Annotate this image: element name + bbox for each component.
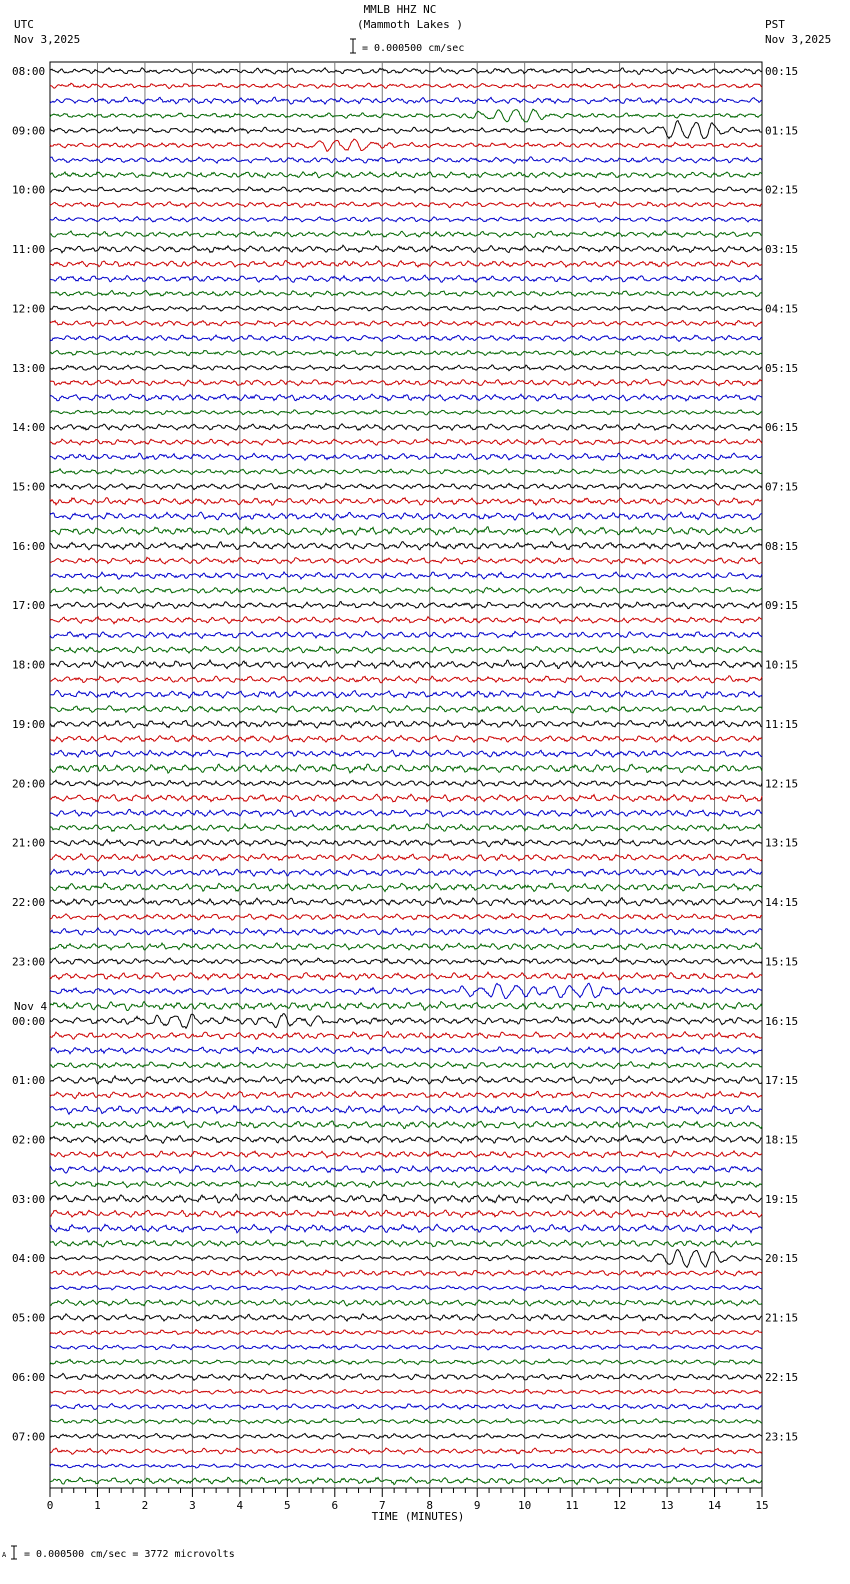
utc-hour-label: 21:00 bbox=[12, 836, 46, 850]
utc-hour-label: 15:00 bbox=[12, 480, 46, 494]
pst-hour-label: 20:15 bbox=[765, 1252, 799, 1266]
trace-2 bbox=[50, 97, 762, 104]
trace-81 bbox=[50, 1270, 762, 1276]
trace-47 bbox=[50, 764, 762, 773]
utc-hour-label: 09:00 bbox=[12, 124, 46, 138]
x-tick-label: 10 bbox=[518, 1499, 532, 1512]
x-tick-label: 5 bbox=[284, 1499, 291, 1512]
trace-54 bbox=[50, 869, 762, 876]
pst-hour-label: 02:15 bbox=[765, 183, 799, 197]
x-tick-label: 13 bbox=[660, 1499, 674, 1512]
pst-hour-label: 11:15 bbox=[765, 717, 799, 731]
x-tick-label: 0 bbox=[46, 1499, 54, 1512]
x-tick-label: 6 bbox=[331, 1499, 339, 1512]
trace-41 bbox=[50, 676, 762, 683]
pst-hour-label: 17:15 bbox=[765, 1074, 799, 1088]
utc-hour-label: 00:00 bbox=[12, 1014, 46, 1028]
trace-57 bbox=[50, 914, 762, 920]
trace-44 bbox=[50, 720, 762, 728]
pst-hour-label: 08:15 bbox=[765, 539, 799, 553]
trace-13 bbox=[50, 261, 762, 268]
trace-50 bbox=[50, 809, 762, 816]
trace-15 bbox=[50, 290, 762, 296]
trace-22 bbox=[50, 394, 762, 401]
pst-hour-label: 03:15 bbox=[765, 243, 799, 257]
pst-hour-label: 09:15 bbox=[765, 599, 799, 613]
trace-45 bbox=[50, 735, 762, 742]
trace-14 bbox=[50, 275, 762, 282]
utc-hour-label: 19:00 bbox=[12, 717, 46, 731]
utc-hour-label: 23:00 bbox=[12, 955, 46, 969]
trace-85 bbox=[50, 1330, 762, 1336]
trace-62 bbox=[50, 983, 762, 998]
x-tick-label: 1 bbox=[94, 1499, 101, 1512]
pst-hour-label: 14:15 bbox=[765, 896, 799, 910]
utc-hour-label: 11:00 bbox=[12, 243, 46, 257]
left-date-label: Nov 3,2025 bbox=[14, 33, 81, 46]
trace-82 bbox=[50, 1286, 762, 1291]
trace-29 bbox=[50, 498, 762, 506]
trace-37 bbox=[50, 617, 762, 624]
trace-24 bbox=[50, 424, 762, 431]
trace-20 bbox=[50, 365, 762, 371]
trace-5 bbox=[50, 139, 762, 151]
pst-hour-label: 06:15 bbox=[765, 421, 799, 435]
utc-hour-label: 07:00 bbox=[12, 1430, 46, 1444]
trace-59 bbox=[50, 943, 762, 950]
left-zone-label: UTC bbox=[14, 18, 34, 31]
utc-hour-label: 16:00 bbox=[12, 539, 46, 553]
x-tick-label: 2 bbox=[141, 1499, 149, 1512]
scale-label: = 0.000500 cm/sec bbox=[362, 43, 465, 54]
trace-19 bbox=[50, 350, 762, 356]
trace-34 bbox=[50, 572, 762, 579]
utc-hour-label: 17:00 bbox=[12, 599, 46, 613]
trace-23 bbox=[50, 410, 762, 415]
footer-scale-label: = 0.000500 cm/sec = 3772 microvolts bbox=[24, 1549, 235, 1560]
trace-27 bbox=[50, 469, 762, 475]
trace-58 bbox=[50, 928, 762, 935]
trace-94 bbox=[50, 1464, 762, 1469]
x-tick-label: 9 bbox=[473, 1499, 481, 1512]
x-axis bbox=[47, 1488, 769, 1512]
trace-7 bbox=[50, 172, 762, 178]
trace-91 bbox=[50, 1419, 762, 1425]
trace-18 bbox=[50, 335, 762, 341]
trace-46 bbox=[50, 750, 762, 757]
trace-65 bbox=[50, 1032, 762, 1040]
trace-92 bbox=[50, 1434, 762, 1440]
utc-hour-label: 14:00 bbox=[12, 421, 46, 435]
x-tick-label: 7 bbox=[378, 1499, 386, 1512]
trace-80 bbox=[50, 1250, 762, 1268]
x-tick-label: 11 bbox=[565, 1499, 579, 1512]
utc-hour-label: 02:00 bbox=[12, 1133, 46, 1147]
trace-76 bbox=[50, 1194, 762, 1203]
right-zone-label: PST bbox=[765, 18, 785, 31]
trace-79 bbox=[50, 1240, 762, 1247]
right-date-label: Nov 3,2025 bbox=[765, 33, 832, 46]
trace-16 bbox=[50, 306, 762, 312]
plot-frame bbox=[50, 62, 762, 1488]
trace-84 bbox=[50, 1314, 762, 1321]
trace-42 bbox=[50, 690, 762, 698]
x-tick-label: 14 bbox=[707, 1499, 722, 1512]
trace-32 bbox=[50, 542, 762, 550]
trace-53 bbox=[50, 854, 762, 861]
trace-1 bbox=[50, 83, 762, 88]
pst-hour-label: 16:15 bbox=[765, 1014, 799, 1028]
trace-group bbox=[50, 68, 762, 1485]
trace-8 bbox=[50, 187, 762, 193]
footer-scale-bar-icon bbox=[11, 1546, 17, 1559]
pst-hour-label: 21:15 bbox=[765, 1311, 799, 1325]
date-change-label: Nov 4 bbox=[14, 999, 48, 1013]
utc-hour-label: 03:00 bbox=[12, 1192, 46, 1206]
trace-26 bbox=[50, 453, 762, 460]
x-tick-label: 8 bbox=[426, 1499, 434, 1512]
trace-71 bbox=[50, 1121, 762, 1129]
trace-11 bbox=[50, 231, 762, 238]
trace-0 bbox=[50, 68, 762, 75]
trace-93 bbox=[50, 1448, 762, 1454]
trace-74 bbox=[50, 1165, 762, 1173]
trace-43 bbox=[50, 706, 762, 713]
trace-35 bbox=[50, 587, 762, 594]
trace-63 bbox=[50, 1002, 762, 1011]
trace-17 bbox=[50, 320, 762, 326]
trace-64 bbox=[50, 1014, 762, 1029]
trace-39 bbox=[50, 647, 762, 654]
trace-60 bbox=[50, 958, 762, 965]
trace-40 bbox=[50, 660, 762, 669]
utc-hour-label: 12:00 bbox=[12, 302, 46, 316]
utc-hour-label: 01:00 bbox=[12, 1074, 46, 1088]
utc-hour-label: 22:00 bbox=[12, 896, 46, 910]
trace-48 bbox=[50, 780, 762, 786]
trace-28 bbox=[50, 483, 762, 489]
trace-52 bbox=[50, 839, 762, 847]
utc-hour-label: 04:00 bbox=[12, 1252, 46, 1266]
pst-hour-label: 18:15 bbox=[765, 1133, 799, 1147]
trace-31 bbox=[50, 527, 762, 535]
pst-hour-label: 19:15 bbox=[765, 1192, 799, 1206]
utc-hour-label: 10:00 bbox=[12, 183, 46, 197]
trace-75 bbox=[50, 1181, 762, 1188]
trace-95 bbox=[50, 1477, 762, 1484]
trace-56 bbox=[50, 898, 762, 906]
station-title: MMLB HHZ NC bbox=[363, 3, 437, 16]
pst-hour-label: 23:15 bbox=[765, 1430, 799, 1444]
trace-68 bbox=[50, 1076, 762, 1084]
footer-prefix: A bbox=[2, 1551, 7, 1559]
trace-77 bbox=[50, 1210, 762, 1218]
pst-hour-label: 00:15 bbox=[765, 65, 799, 78]
trace-70 bbox=[50, 1106, 762, 1115]
trace-88 bbox=[50, 1373, 762, 1380]
pst-hour-label: 07:15 bbox=[765, 480, 799, 494]
x-axis-label: TIME (MINUTES) bbox=[371, 1510, 465, 1523]
x-tick-label: 4 bbox=[236, 1499, 244, 1512]
trace-33 bbox=[50, 557, 762, 564]
trace-6 bbox=[50, 157, 762, 164]
trace-86 bbox=[50, 1345, 762, 1350]
trace-83 bbox=[50, 1299, 762, 1306]
x-tick-label: 12 bbox=[612, 1499, 627, 1512]
pst-hour-label: 13:15 bbox=[765, 836, 799, 850]
trace-61 bbox=[50, 972, 762, 980]
trace-87 bbox=[50, 1359, 762, 1365]
trace-4 bbox=[50, 121, 762, 139]
pst-hour-label: 01:15 bbox=[765, 124, 799, 138]
utc-hour-label: 18:00 bbox=[12, 658, 46, 672]
pst-hour-label: 04:15 bbox=[765, 302, 799, 316]
trace-72 bbox=[50, 1135, 762, 1143]
trace-36 bbox=[50, 602, 762, 609]
trace-67 bbox=[50, 1062, 762, 1069]
trace-55 bbox=[50, 883, 762, 891]
trace-51 bbox=[50, 824, 762, 831]
pst-hour-label: 10:15 bbox=[765, 658, 799, 672]
trace-21 bbox=[50, 379, 762, 386]
pst-hour-label: 05:15 bbox=[765, 361, 799, 375]
pst-hour-label: 12:15 bbox=[765, 777, 799, 791]
trace-89 bbox=[50, 1389, 762, 1394]
trace-78 bbox=[50, 1224, 762, 1233]
utc-hour-label: 13:00 bbox=[12, 361, 46, 375]
pst-hour-label: 22:15 bbox=[765, 1370, 799, 1384]
trace-3 bbox=[50, 109, 762, 122]
trace-90 bbox=[50, 1404, 762, 1410]
utc-hour-label: 06:00 bbox=[12, 1370, 46, 1384]
pst-hour-label: 15:15 bbox=[765, 955, 799, 969]
trace-69 bbox=[50, 1091, 762, 1098]
scale-bar-icon bbox=[350, 39, 356, 53]
trace-73 bbox=[50, 1151, 762, 1158]
trace-66 bbox=[50, 1047, 762, 1054]
trace-30 bbox=[50, 512, 762, 520]
x-tick-label: 15 bbox=[755, 1499, 769, 1512]
trace-9 bbox=[50, 202, 762, 208]
trace-25 bbox=[50, 439, 762, 446]
utc-hour-label: 08:00 bbox=[12, 65, 46, 78]
trace-12 bbox=[50, 245, 762, 253]
trace-49 bbox=[50, 794, 762, 802]
utc-hour-label: 20:00 bbox=[12, 777, 46, 791]
minute-gridlines bbox=[97, 62, 714, 1488]
trace-10 bbox=[50, 217, 762, 223]
utc-hour-label: 05:00 bbox=[12, 1311, 46, 1325]
location-title: (Mammoth Lakes ) bbox=[357, 18, 463, 31]
x-tick-label: 3 bbox=[189, 1499, 196, 1512]
trace-38 bbox=[50, 631, 762, 638]
